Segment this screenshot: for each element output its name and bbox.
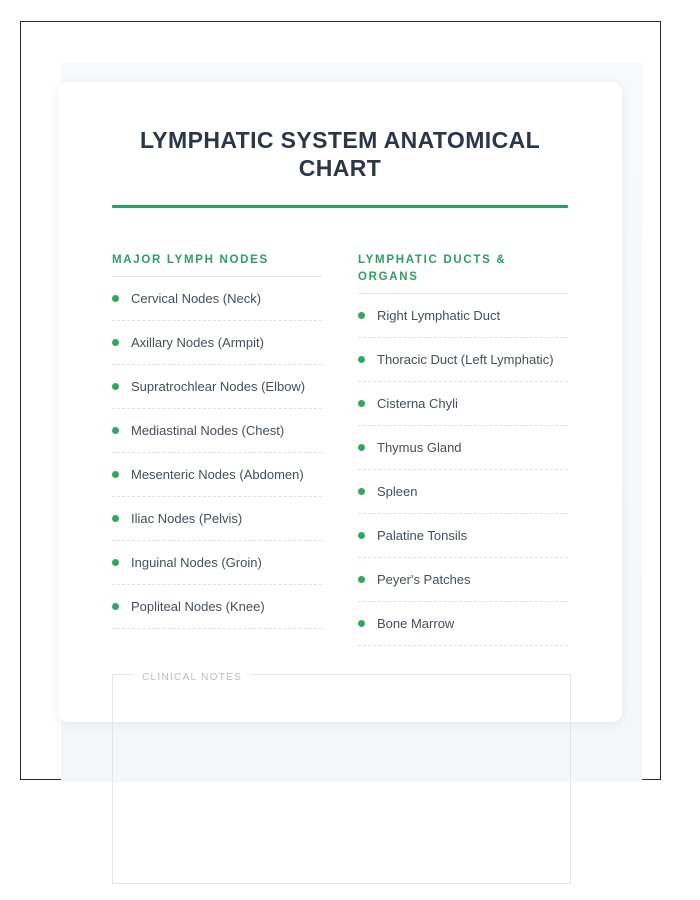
list-item-label: Bone Marrow <box>377 615 455 631</box>
list-item[interactable] <box>358 514 568 558</box>
bullet-icon <box>112 515 119 522</box>
list-item[interactable] <box>358 602 568 646</box>
bullet-icon <box>112 427 119 434</box>
bullet-icon <box>358 620 365 627</box>
column-major-lymph-nodes <box>112 252 322 646</box>
anatomical-chart-card <box>58 82 622 722</box>
bullet-icon <box>358 400 365 407</box>
bullet-icon <box>112 383 119 390</box>
list-item-label: Inguinal Nodes (Groin) <box>131 554 262 570</box>
list-item[interactable] <box>112 277 322 321</box>
list-item[interactable] <box>358 294 568 338</box>
list-item[interactable] <box>358 338 568 382</box>
clinical-notes-legend: CLINICAL NOTES <box>142 672 243 683</box>
list-major-lymph-nodes <box>112 277 322 629</box>
list-item-label: Supratrochlear Nodes (Elbow) <box>131 378 306 394</box>
columns-container <box>112 252 568 646</box>
list-item[interactable] <box>112 541 322 585</box>
list-item[interactable] <box>358 470 568 514</box>
page-title: LYMPHATIC SYSTEM ANATOMICAL CHART <box>139 127 541 181</box>
list-item[interactable] <box>358 382 568 426</box>
list-item-label: Thymus Gland <box>377 439 462 455</box>
bullet-icon <box>112 471 119 478</box>
clinical-notes-fieldset <box>112 674 571 884</box>
list-item-label: Popliteal Nodes (Knee) <box>131 598 265 614</box>
section-header-major-lymph-nodes: MAJOR LYMPH NODES <box>112 254 269 266</box>
list-item[interactable] <box>112 497 322 541</box>
list-item[interactable] <box>112 453 322 497</box>
bullet-icon <box>358 488 365 495</box>
list-item-label: Peyer's Patches <box>377 571 471 587</box>
list-item-label: Mediastinal Nodes (Chest) <box>131 422 285 438</box>
list-item-label: Right Lymphatic Duct <box>377 307 501 323</box>
list-item[interactable] <box>112 409 322 453</box>
list-item-label: Palatine Tonsils <box>377 527 468 543</box>
bullet-icon <box>112 339 119 346</box>
bullet-icon <box>358 576 365 583</box>
bullet-icon <box>358 356 365 363</box>
list-item-label: Thoracic Duct (Left Lymphatic) <box>377 351 554 367</box>
list-item-label: Cisterna Chyli <box>377 395 458 411</box>
card-content <box>58 82 622 646</box>
list-item-label: Spleen <box>377 483 418 499</box>
clinical-notes-legend-wrap <box>135 667 249 685</box>
bullet-icon <box>358 444 365 451</box>
bullet-icon <box>112 295 119 302</box>
list-item[interactable] <box>112 585 322 629</box>
clinical-notes-input[interactable] <box>113 675 570 883</box>
bullet-icon <box>358 312 365 319</box>
bullet-icon <box>112 559 119 566</box>
list-item-label: Mesenteric Nodes (Abdomen) <box>131 466 304 482</box>
list-item-label: Iliac Nodes (Pelvis) <box>131 510 243 526</box>
list-item[interactable] <box>358 426 568 470</box>
list-item[interactable] <box>358 558 568 602</box>
list-item-label: Cervical Nodes (Neck) <box>131 290 262 306</box>
list-item[interactable] <box>112 365 322 409</box>
list-item-label: Axillary Nodes (Armpit) <box>131 334 264 350</box>
list-lymphatic-ducts-organs <box>358 294 568 646</box>
bullet-icon <box>358 532 365 539</box>
bullet-icon <box>112 603 119 610</box>
title-divider <box>112 205 568 208</box>
list-item[interactable] <box>112 321 322 365</box>
section-header-lymphatic-ducts-organs: LYMPHATIC DUCTS & ORGANS <box>358 254 507 283</box>
column-lymphatic-ducts-organs <box>358 252 568 646</box>
